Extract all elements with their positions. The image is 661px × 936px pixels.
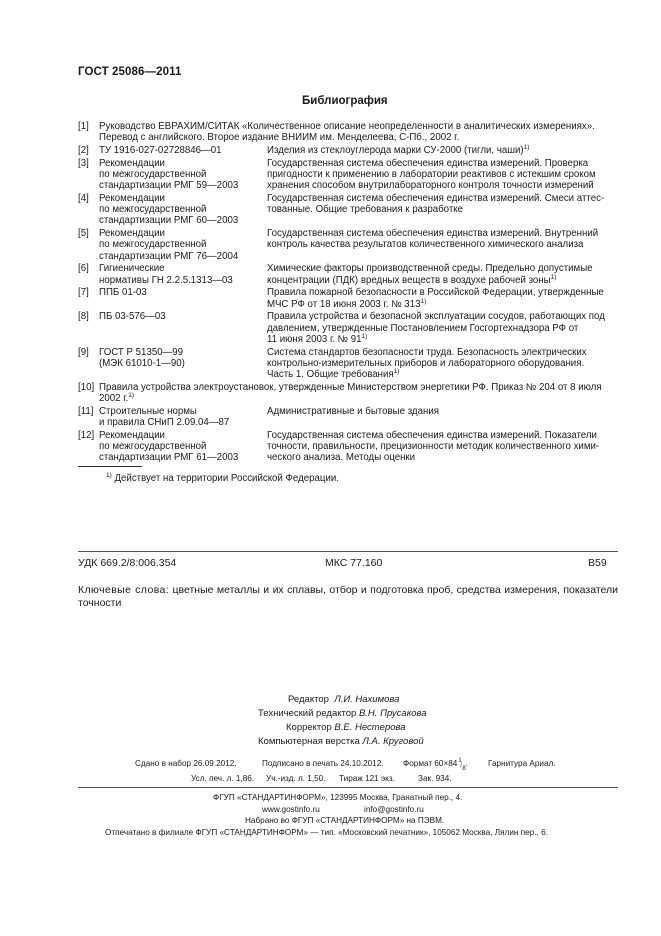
entry-description: Государственная система обеспечения единства измерений. Внутренний контроль качества результатов количественного химического анализа xyxy=(267,228,599,251)
entry-number: [6] xyxy=(78,263,89,275)
publisher-site: www.gostinfo.ru xyxy=(262,805,320,814)
publisher-address: ФГУП «СТАНДАРТИНФОРМ», 123995 Москва, Гранатный пер., 4. xyxy=(213,793,463,802)
bibliography-entry xyxy=(78,193,618,227)
entry-source: Строительные нормы и правила СНиП 2.09.04—87 xyxy=(99,405,230,429)
tech-editor-credit: Технический редактор В.Н. Прусакова xyxy=(258,708,427,719)
bibliography-entry xyxy=(78,121,618,143)
footnote: $^{1)}$ Действует на территории Российской Федерации. xyxy=(106,471,339,484)
entry-source: Рекомендации по межгосударственной стандартизации РМГ 61—2003 xyxy=(99,429,239,464)
entry-source: Рекомендации по межгосударственной стандартизации РМГ 60—2003 xyxy=(99,193,239,227)
publisher-divider xyxy=(78,787,618,788)
keywords xyxy=(78,584,618,609)
bibliography-entry xyxy=(78,287,618,309)
footnote-mark: 1) xyxy=(523,143,530,151)
entry-number: [11] xyxy=(78,405,94,417)
entry-description: Правила пожарной безопасности в Российской Федерации, утвержденные МЧС РФ от 18 июня 2003 г. № 313$^{1)}$ xyxy=(267,287,604,310)
footnote-mark: 1) xyxy=(361,332,368,340)
entry-number: [8] xyxy=(78,311,89,323)
entry-number: [10] xyxy=(78,381,95,393)
udk-code: УДК 669.2/8:006.354 xyxy=(78,557,177,569)
publisher-printed: Отпечатано в филиале ФГУП «СТАНДАРТИНФОРМ» — тип. «Московский печатник», 105062 Москва, Лялин пер., 6. xyxy=(105,828,548,837)
editor-credit: Редактор Л.И. Нахимова xyxy=(288,694,400,705)
publisher-typeset: Набрано во ФГУП «СТАНДАРТИНФОРМ» на ПЭВМ. xyxy=(245,816,445,825)
entry-description: Химические факторы производственной среды. Предельно допустимые концентрации (ПДК) вредных веществ в воздухе рабочей зоны$^{1)}$ xyxy=(267,263,593,286)
entry-text: Правила устройства электроустановок, утвержденные Министерством энергетики РФ. Приказ № 204 от 8 июля 2002 г.$^{1)}$ xyxy=(99,381,602,405)
entry-number: [2] xyxy=(78,145,89,156)
entry-description: Административные и бытовые здания xyxy=(267,405,439,417)
entry-number: [3] xyxy=(78,157,89,169)
imprint-order: Зак. 934. xyxy=(418,774,452,783)
keywords-text: цветные металлы и их сплавы, отбор и подготовка проб, средства измерения, показатели точности xyxy=(78,584,618,609)
bibliography-entry xyxy=(78,145,618,156)
entry-source: ППБ 01-03 xyxy=(99,287,147,299)
entry-description: Правила устройства и безопасной эксплуатации сосудов, работающих под давлением, утвержденные Постановлением Госгортехнадзора РФ от 11 июня 2003 г. № 91$^{1)}$ xyxy=(267,311,605,345)
footnote-mark: 1) xyxy=(420,297,427,305)
entry-number: [9] xyxy=(78,346,89,358)
entry-number: [7] xyxy=(78,287,89,299)
entry-number: [12] xyxy=(78,429,95,441)
imprint-print-sheets: Усл. печ. л. 1,86. xyxy=(191,774,255,783)
corrector-credit: Корректор В.Е. Нестерова xyxy=(286,722,406,733)
entry-source: ПБ 03-576—03 xyxy=(99,311,166,323)
entry-text: Руководство ЕВРАХИМ/СИТАК «Количественное описание неопределенности в аналитических измерениях». Перевод с английского. Второе издание ВНИИМ им. Менделеева, С-Пб., 2002 г. xyxy=(99,121,595,144)
entry-number: [4] xyxy=(78,193,89,204)
bibliography-entry xyxy=(78,347,618,381)
bibliography-entry xyxy=(78,311,618,345)
footnote-mark: 1) xyxy=(128,391,135,399)
footnote-separator xyxy=(78,466,142,467)
entry-source: ТУ 1916-027-02728846—01 xyxy=(99,145,222,156)
bibliography-entry xyxy=(78,382,618,404)
entry-description: Государственная система обеспечения единства измерений. Смеси аттес- тованные. Общие требования к разработке xyxy=(267,193,605,216)
bibliography-entry xyxy=(78,158,618,192)
entry-source: Гигиенические нормативы ГН 2.2.5.1313—03 xyxy=(99,263,233,286)
imprint-signed: Подписано в печать 24.10.2012. xyxy=(262,759,384,768)
entry-description: Изделия из стеклоуглерода марки СУ-2000 (тигли, чаши)$^{1)}$ xyxy=(267,143,530,156)
mks-code: МКС 77.160 xyxy=(325,557,383,569)
bibliography-entry xyxy=(78,430,618,464)
bibliography-list xyxy=(78,121,618,465)
bibliography-entry xyxy=(78,263,618,285)
group-code: В59 xyxy=(588,557,607,569)
entry-number: [1] xyxy=(78,121,89,132)
bibliography-entry xyxy=(78,406,618,428)
imprint-format: Формат 60×84 1 / 8 . xyxy=(403,758,468,772)
imprint-submitted: Сдано в набор 26.09.2012. xyxy=(135,759,237,768)
imprint-pub-sheets: Уч.-изд. л. 1,50. xyxy=(266,774,326,783)
bibliography-entry xyxy=(78,228,618,262)
entry-description: Система стандартов безопасности труда. Безопасность электрических контрольно-измерительных приборов и лабораторного оборудования. Часть 1. Общие требования$^{1)}$ xyxy=(267,346,587,381)
classification-divider xyxy=(78,551,618,552)
keywords-label: Ключевые слова: xyxy=(78,584,170,596)
entry-description: Государственная система обеспечения единства измерений. Проверка пригодности к применению в лаборатории реактивов с истекшим сроком хранения способом внутрилабораторного контроля точности измерений xyxy=(267,157,596,192)
imprint-font: Гарнитура Ариал. xyxy=(488,759,556,768)
entry-source: Рекомендации по межгосударственной стандартизации РМГ 76—2004 xyxy=(99,228,239,262)
entry-source: ГОСТ Р 51350—99 (МЭК 61010-1—90) xyxy=(99,346,185,369)
imprint-copies: Тираж 121 экз. xyxy=(339,774,395,783)
layout-credit: Компьютерная верстка Л.А. Круговой xyxy=(258,736,424,747)
entry-description: Государственная система обеспечения единства измерений. Показатели точности, правильности, прецизионности методик количественного хими- ческого анализа. Методы оценки xyxy=(267,429,600,464)
publisher-email: info@gostinfo.ru xyxy=(364,805,424,814)
entry-number: [5] xyxy=(78,228,89,240)
footnote-mark: 1) xyxy=(550,273,557,281)
document-header: ГОСТ 25086—2011 xyxy=(78,66,182,78)
entry-source: Рекомендации по межгосударственной стандартизации РМГ 59—2003 xyxy=(99,157,239,192)
footnote-mark: 1) xyxy=(393,367,400,375)
